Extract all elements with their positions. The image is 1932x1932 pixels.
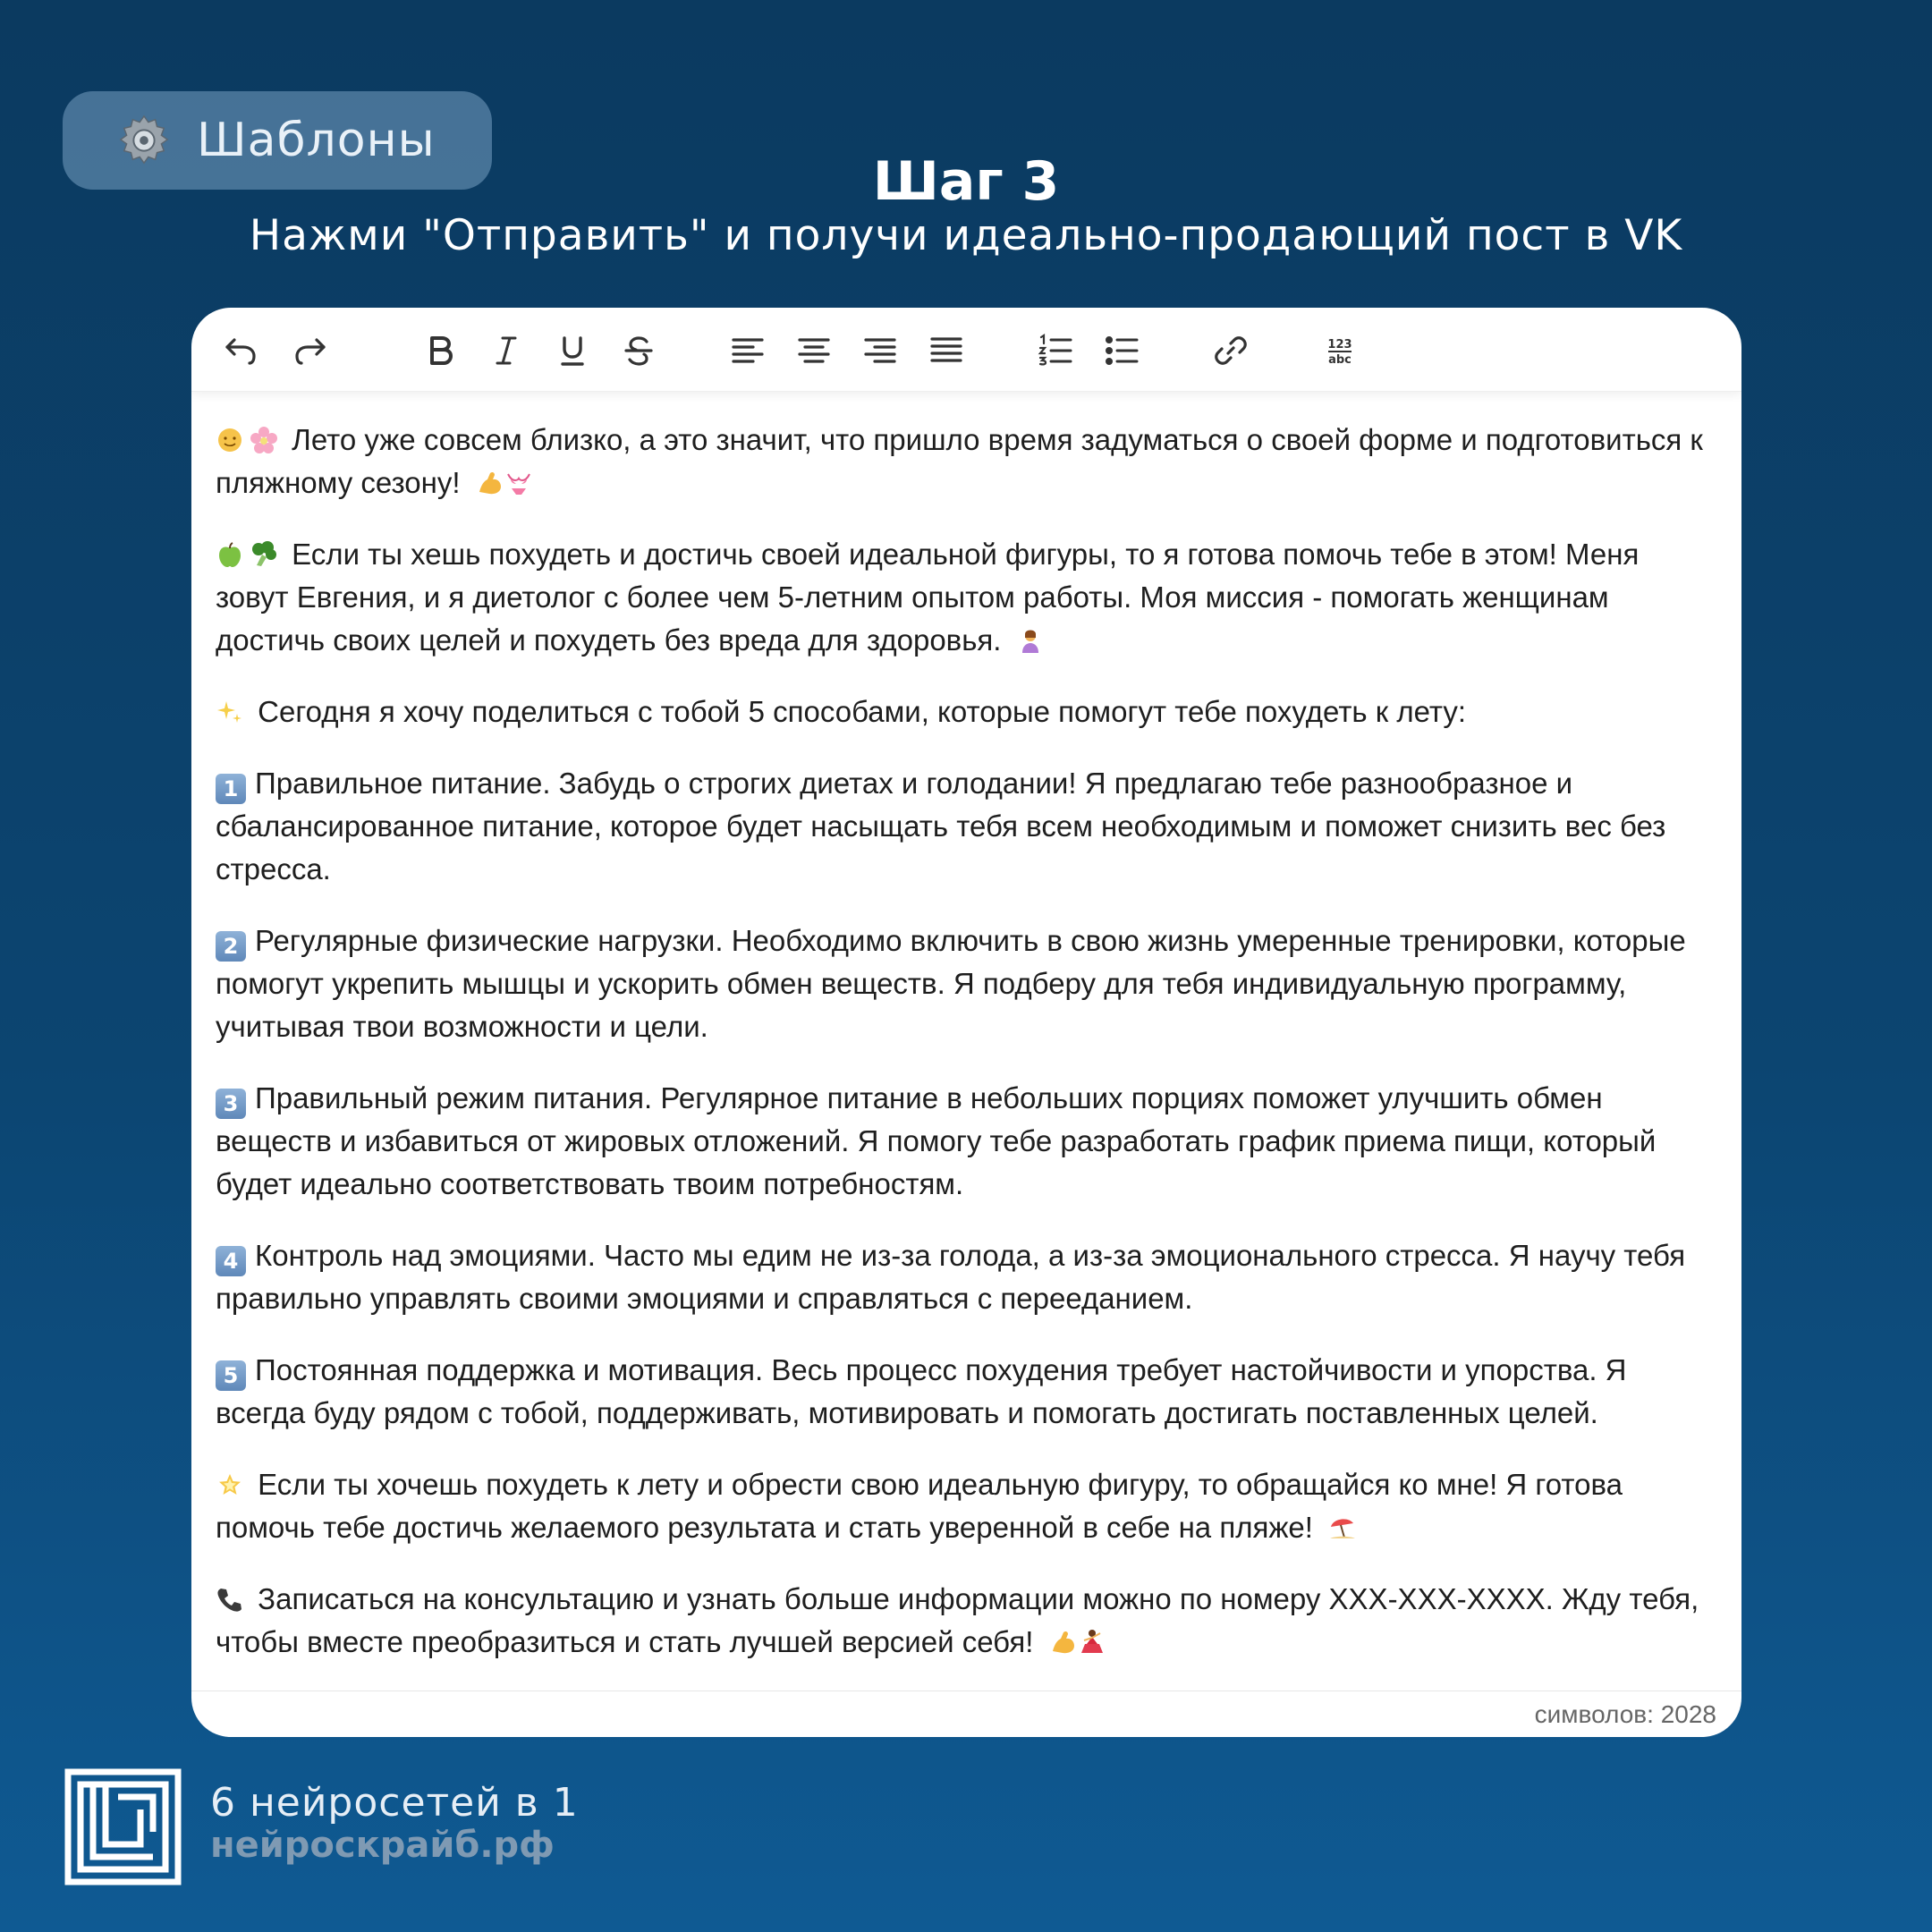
svg-text:abc: abc <box>1328 353 1352 367</box>
keycap-number-icon: 1 <box>216 774 246 804</box>
bold-icon <box>420 331 460 370</box>
align-left-icon <box>728 331 767 370</box>
cherry-blossom-icon <box>250 426 278 454</box>
post-paragraph <box>216 419 1718 504</box>
post-list-item <box>216 919 1718 1048</box>
keycap-number-icon: 5 <box>216 1360 246 1391</box>
post-paragraph <box>216 691 1718 733</box>
post-text: Сегодня я хочу поделиться с тобой 5 способами, которые помогут тебе похудеть к лету: <box>258 695 1467 728</box>
post-text: Если ты хешь похудеть и достичь своей идеальной фигуры, то я готова помочь тебе в этом! Меня зовут Евгения, и я диетолог с более чем 5-летним опытом работы. Моя миссия - помогать женщинам достичь своих целей и похудеть без вреда для здоровья. <box>216 538 1640 657</box>
woman-dancing-icon <box>1078 1628 1106 1657</box>
bullet-list-icon <box>1102 331 1141 370</box>
beach-umbrella-icon <box>1328 1513 1357 1542</box>
post-list-item <box>216 1234 1718 1320</box>
link-icon <box>1211 331 1250 370</box>
align-justify-button[interactable] <box>923 327 970 374</box>
sparkles-icon <box>216 698 244 726</box>
text-case-button[interactable] <box>1317 327 1363 374</box>
post-text: Если ты хочешь похудеть к лету и обрести свою идеальную фигуру, то обращайся ко мне! Я готова помочь тебе достичь желаемого результата и стать уверенной в себе на пляже! <box>216 1468 1623 1544</box>
align-right-icon <box>860 331 900 370</box>
telephone-receiver-icon <box>216 1585 244 1614</box>
strikethrough-button[interactable] <box>615 327 662 374</box>
link-button[interactable] <box>1208 327 1254 374</box>
brand-url[interactable]: нейроскрайб.рф <box>210 1825 555 1866</box>
post-text: Регулярные физические нагрузки. Необходимо включить в свою жизнь умеренные тренировки, которые помогут укрепить мышцы и ускорить обмен веществ. Я подберу для тебя индивидуальную программу, учитывая твои возможности и цели. <box>216 924 1686 1043</box>
post-paragraph <box>216 1578 1718 1664</box>
text-editor <box>191 308 1741 1737</box>
templates-label: Шаблоны <box>197 114 436 167</box>
undo-button[interactable] <box>218 327 265 374</box>
bikini-icon <box>504 469 533 497</box>
keycap-number-icon: 3 <box>216 1089 246 1119</box>
post-paragraph <box>216 533 1718 662</box>
italic-icon <box>487 331 526 370</box>
align-center-button[interactable] <box>791 327 837 374</box>
underline-icon <box>553 331 592 370</box>
post-list-item <box>216 762 1718 891</box>
bullet-list-button[interactable] <box>1098 327 1145 374</box>
post-list-item <box>216 1349 1718 1435</box>
post-text: Записаться на консультацию и узнать больше информации можно по номеру XXX-XXX-XXXX. Жду тебя, чтобы вместе преобразиться и стать лучшей версией себя! <box>216 1582 1699 1658</box>
align-left-button[interactable] <box>724 327 771 374</box>
editor-content[interactable] <box>191 392 1741 1664</box>
brand-tagline: 6 нейросетей в 1 <box>210 1780 579 1826</box>
align-center-icon <box>794 331 834 370</box>
flexed-biceps-icon <box>1049 1628 1078 1657</box>
post-text: Контроль над эмоциями. Часто мы едим не из-за голода, а из-за эмоционального стресса. Я научу тебя правильно управлять своими эмоциями и справляться с перееданием. <box>216 1239 1686 1315</box>
flexed-biceps-icon <box>476 469 504 497</box>
strikethrough-icon <box>619 331 658 370</box>
keycap-number-icon: 2 <box>216 931 246 962</box>
post-text: Постоянная поддержка и мотивация. Весь процесс похудения требует настойчивости и упорства. Я всегда буду рядом с тобой, поддерживать, мотивировать и помогать достигать поставленных целей. <box>216 1353 1627 1429</box>
editor-toolbar <box>191 308 1741 392</box>
text-case-icon <box>1320 331 1360 370</box>
character-counter: символов: 2028 <box>191 1690 1741 1737</box>
redo-button[interactable] <box>286 327 333 374</box>
numbered-list-icon <box>1036 331 1075 370</box>
align-justify-icon <box>927 331 966 370</box>
glowing-star-icon <box>216 1470 244 1499</box>
broccoli-icon <box>250 540 278 569</box>
step-subtitle: Нажми "Отправить" и получи идеально-продающий пост в VK <box>249 211 1683 260</box>
keycap-number-icon: 4 <box>216 1246 246 1276</box>
italic-button[interactable] <box>483 327 530 374</box>
step-title: Шаг 3 <box>872 150 1060 213</box>
post-list-item <box>216 1077 1718 1206</box>
green-apple-icon <box>216 540 244 569</box>
sun-face-icon <box>216 426 244 454</box>
bold-button[interactable] <box>417 327 463 374</box>
woman-tipping-hand-icon <box>1017 626 1046 655</box>
post-text: Лето уже совсем близко, а это значит, что пришло время задуматься о своей форме и подготовиться к пляжному сезону! <box>216 423 1703 499</box>
post-text: Правильный режим питания. Регулярное питание в небольших порциях поможет улучшить обмен веществ и избавиться от жировых отложений. Я помогу тебе разработать график приема пищи, который будет идеально соответствовать твоим потребностям. <box>216 1081 1657 1200</box>
underline-button[interactable] <box>549 327 596 374</box>
svg-text:123: 123 <box>1327 338 1352 352</box>
undo-icon <box>222 331 261 370</box>
post-text: Правильное питание. Забудь о строгих диетах и голодании! Я предлагаю тебе разнообразное и сбалансированное питание, которое будет насыщать тебя всем необходимым и поможет снизить вес без стресса. <box>216 767 1666 886</box>
align-right-button[interactable] <box>857 327 903 374</box>
post-paragraph <box>216 1463 1718 1549</box>
redo-icon <box>290 331 329 370</box>
numbered-list-button[interactable] <box>1032 327 1079 374</box>
maze-logo-icon <box>63 1767 183 1887</box>
